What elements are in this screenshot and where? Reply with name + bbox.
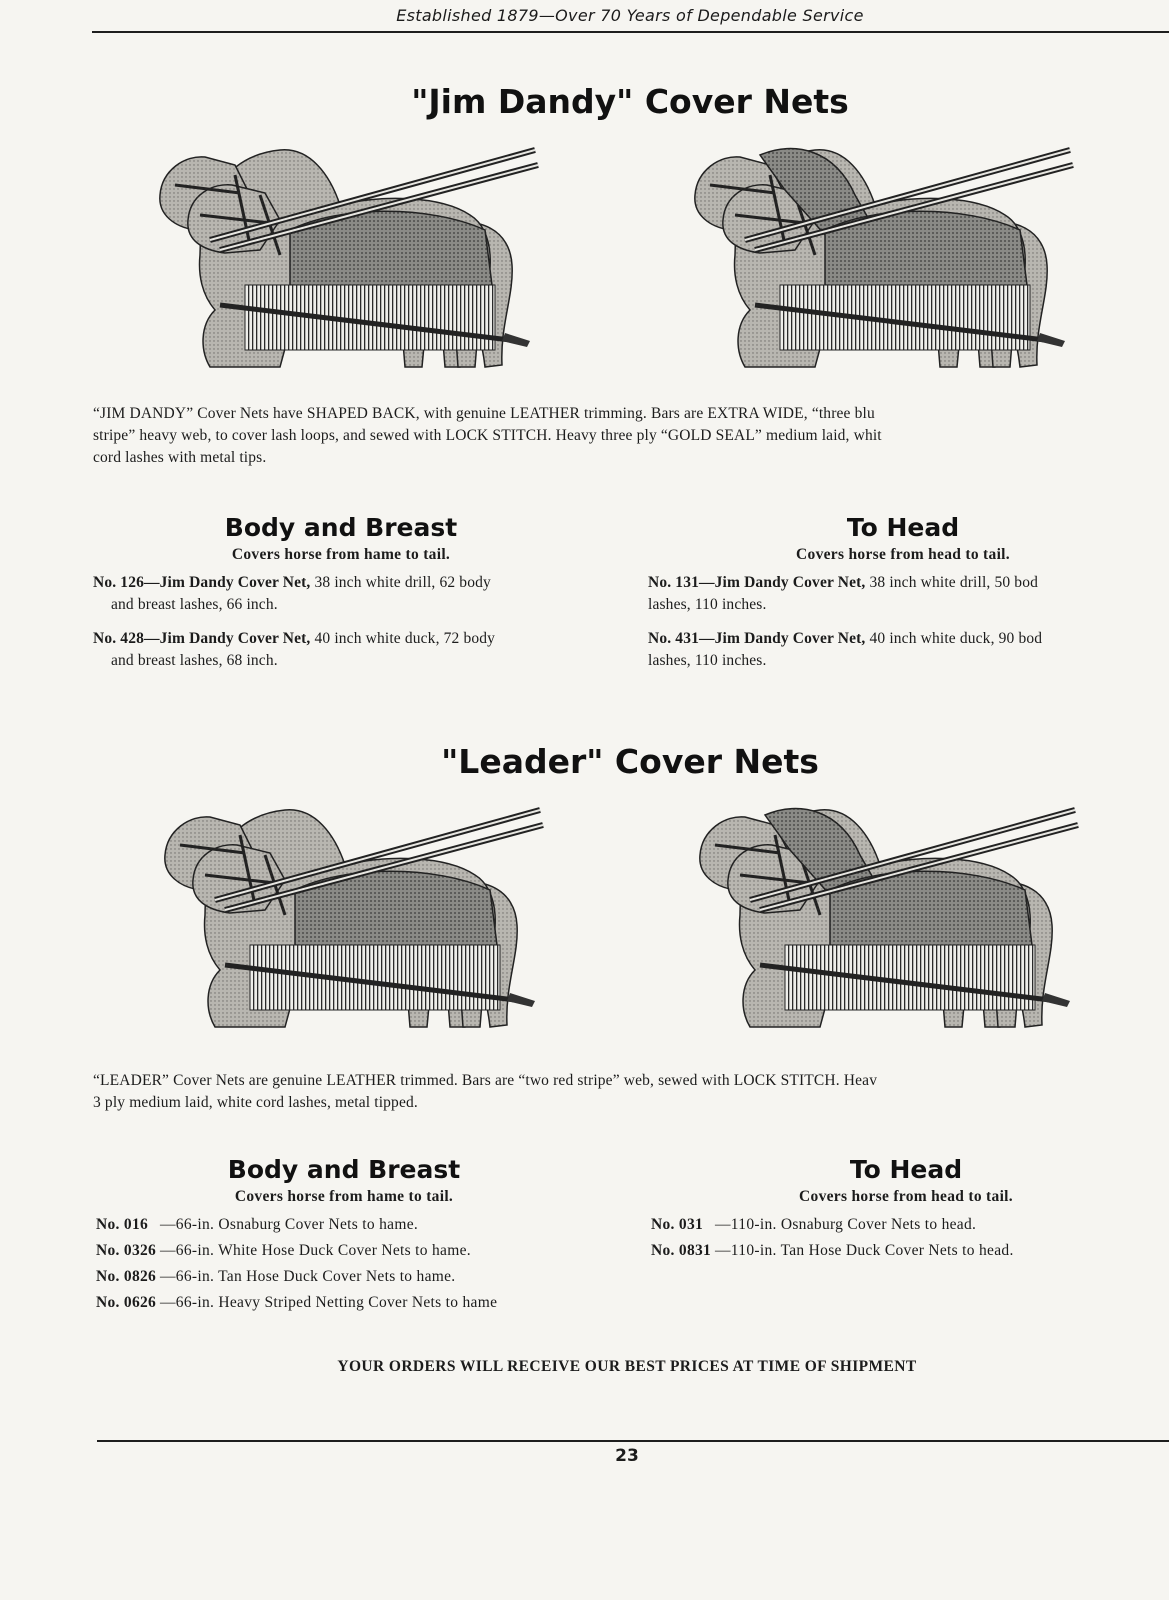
product-spec-cont: and breast lashes, 66 inch. [111, 596, 278, 613]
product-item [93, 572, 613, 616]
product-item [648, 572, 1148, 616]
jim-dandy-to-head-column [648, 513, 1148, 672]
product-item [648, 628, 1148, 672]
leader-to-head-illustration [680, 795, 1080, 1045]
leader-title: "Leader" Cover Nets [441, 742, 819, 781]
jim-dandy-title: "Jim Dandy" Cover Nets [411, 82, 849, 121]
product-number: No. 0826 [96, 1268, 157, 1285]
product-spec-cont: and breast lashes, 68 inch. [111, 652, 278, 669]
product-spec-cont: lashes, 110 inches. [648, 596, 767, 613]
leader-description [93, 1070, 1169, 1114]
leader-to-head-column [651, 1155, 1151, 1264]
product-number: No. 431—Jim Dandy Cover Net, [648, 630, 866, 647]
product-item [96, 1264, 616, 1290]
footer-rule [97, 1440, 1169, 1442]
description-line: cord lashes with metal tips. [93, 449, 267, 466]
product-number: No. 031 [651, 1216, 704, 1233]
leader-body-breast-illustration [145, 795, 545, 1045]
product-spec: —110-in. Osnaburg Cover Nets to head. [715, 1216, 977, 1233]
column-subheading: Covers horse from hame to tail. [231, 546, 451, 563]
product-number: No. 428—Jim Dandy Cover Net, [93, 630, 311, 647]
pricing-notice: YOUR ORDERS WILL RECEIVE OUR BEST PRICES AT TIME OF SHIPMENT [337, 1358, 917, 1375]
product-spec: 38 inch white drill, 50 bod [865, 574, 1038, 591]
product-number: No. 0626 [96, 1294, 157, 1311]
page-number: 23 [615, 1446, 639, 1466]
leader-body-breast-column [96, 1155, 616, 1316]
page-header-tagline: Established 1879—Over 70 Years of Dependable Service [396, 6, 864, 25]
column-heading: To Head [846, 513, 960, 542]
column-heading: Body and Breast [224, 513, 458, 542]
product-number: No. 131—Jim Dandy Cover Net, [648, 574, 866, 591]
product-number: No. 126—Jim Dandy Cover Net, [93, 574, 311, 591]
header-rule [92, 31, 1169, 33]
product-spec: 40 inch white duck, 90 bod [865, 630, 1043, 647]
product-number: No. 016 [96, 1216, 149, 1233]
description-line: 3 ply medium laid, white cord lashes, metal tipped. [93, 1094, 418, 1111]
product-item [96, 1212, 616, 1238]
column-subheading: Covers horse from head to tail. [799, 1188, 1013, 1205]
product-number: No. 0831 [651, 1242, 712, 1259]
product-item [93, 628, 613, 672]
product-spec: —110-in. Tan Hose Duck Cover Nets to head. [715, 1242, 1014, 1259]
description-line: “JIM DANDY” Cover Nets have SHAPED BACK, with genuine LEATHER trimming. Bars are EXTRA WIDE, “three blu [93, 405, 875, 422]
column-heading: Body and Breast [227, 1155, 461, 1184]
product-spec: 38 inch white drill, 62 body [310, 574, 491, 591]
product-item [651, 1212, 1151, 1238]
column-subheading: Covers horse from head to tail. [796, 546, 1010, 563]
description-line: “LEADER” Cover Nets are genuine LEATHER trimmed. Bars are “two red stripe” web, sewed with LOCK STITCH. Heav [93, 1072, 878, 1089]
jim-dandy-body-breast-column [93, 513, 613, 672]
product-spec-cont: lashes, 110 inches. [648, 652, 767, 669]
product-spec: —66-in. Heavy Striped Netting Cover Nets to hame [160, 1294, 498, 1311]
product-spec: 40 inch white duck, 72 body [310, 630, 496, 647]
jim-dandy-body-breast-illustration [140, 135, 540, 385]
product-item [651, 1238, 1151, 1264]
product-spec: —66-in. Tan Hose Duck Cover Nets to hame. [160, 1268, 456, 1285]
jim-dandy-to-head-illustration [675, 135, 1075, 385]
column-heading: To Head [849, 1155, 963, 1184]
product-item [96, 1238, 616, 1264]
product-spec: —66-in. White Hose Duck Cover Nets to hame. [160, 1242, 471, 1259]
column-subheading: Covers horse from hame to tail. [234, 1188, 454, 1205]
product-spec: —66-in. Osnaburg Cover Nets to hame. [160, 1216, 419, 1233]
jim-dandy-description [93, 403, 1169, 469]
product-number: No. 0326 [96, 1242, 157, 1259]
product-item [96, 1290, 616, 1316]
description-line: stripe” heavy web, to cover lash loops, and sewed with LOCK STITCH. Heavy three ply “GOLD SEAL” medium laid, whit [93, 427, 882, 444]
